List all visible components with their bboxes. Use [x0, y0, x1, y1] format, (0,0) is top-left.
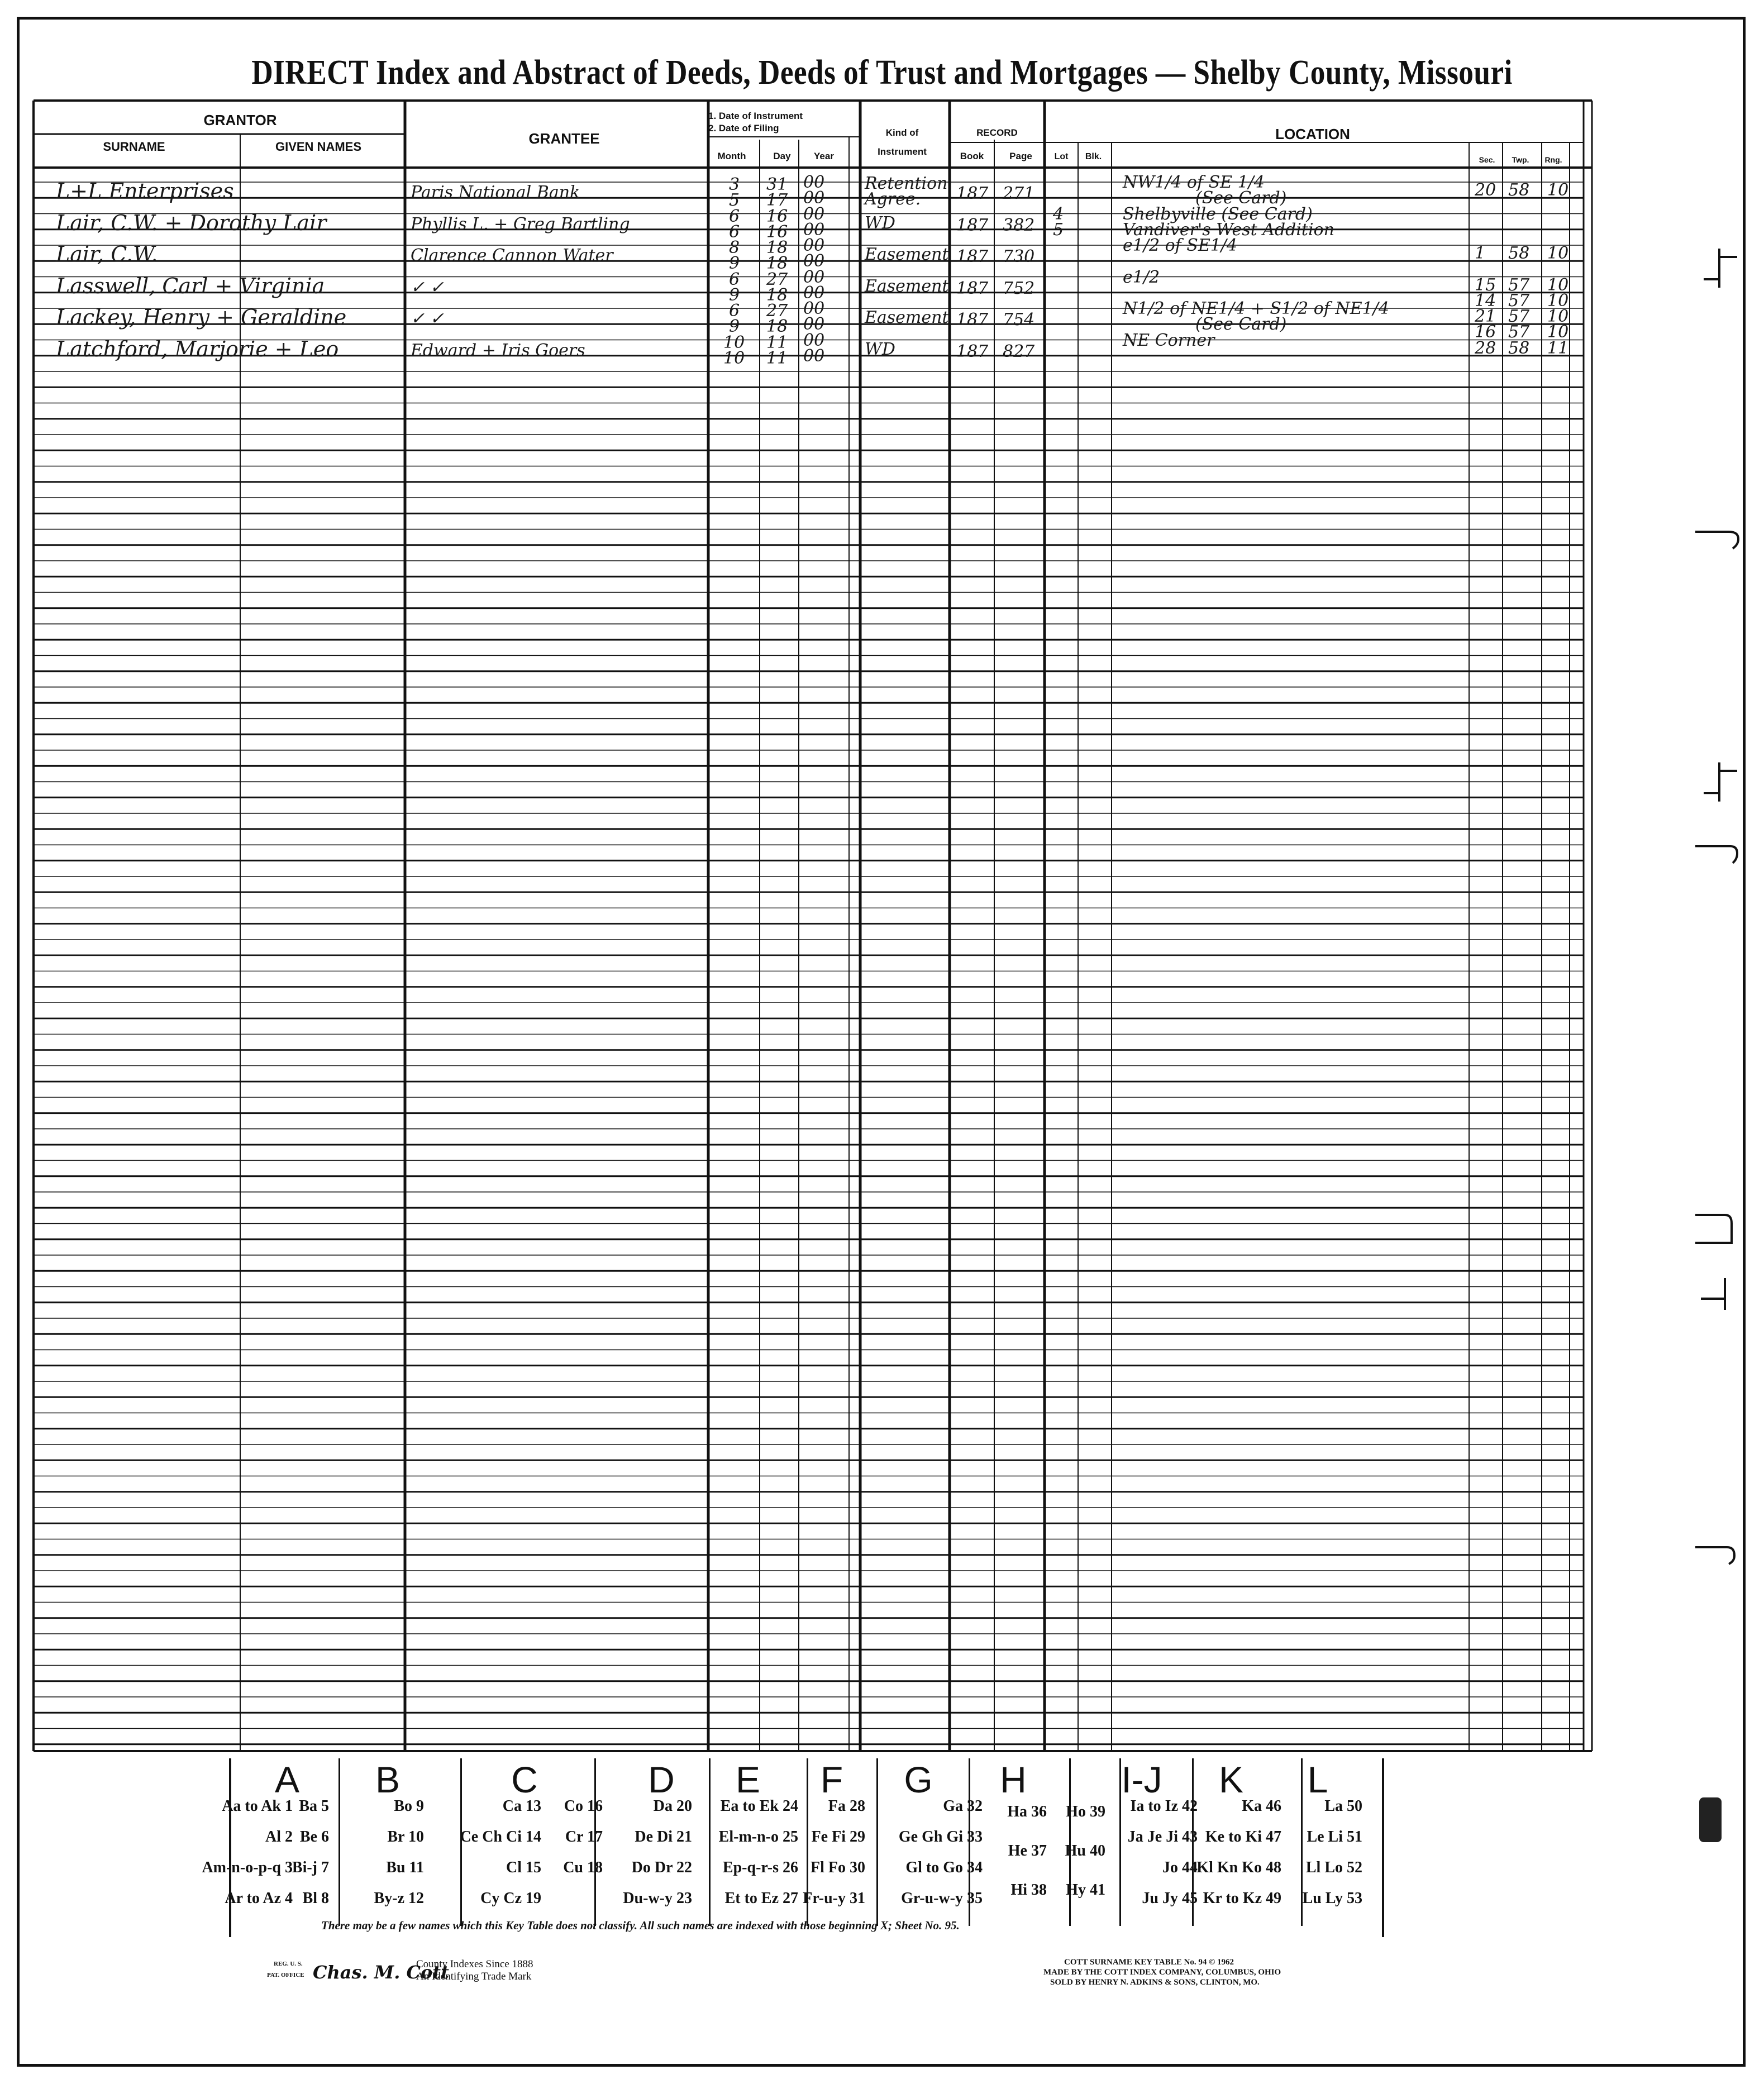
day-value: 18	[766, 317, 788, 336]
twp-header: Twp.	[1512, 155, 1529, 164]
location-text: (See Card)	[1195, 188, 1287, 208]
book-header: Book	[960, 151, 984, 161]
location-text: e1/2	[1123, 267, 1160, 287]
key-divider	[1301, 1758, 1303, 1926]
township-value: 57	[1508, 322, 1530, 342]
range-value: 10	[1547, 275, 1569, 295]
township-value: 57	[1508, 275, 1530, 295]
book-value: 187	[956, 310, 989, 330]
kind-header: Kind of	[885, 127, 919, 138]
key-entry: Bu 11	[386, 1859, 424, 1876]
lot-value: 4	[1053, 204, 1064, 224]
month-value: 10	[723, 332, 745, 352]
given-names-header: GIVEN NAMES	[275, 140, 362, 154]
page-value: 752	[1003, 278, 1035, 298]
key-entry: De Di 21	[635, 1828, 692, 1845]
key-entry: Ka 46	[1242, 1797, 1281, 1815]
footer-right-1: COTT SURNAME KEY TABLE No. 94 © 1962	[1064, 1958, 1234, 1967]
key-letter: I-J	[1121, 1759, 1162, 1800]
day-value: 18	[766, 238, 788, 257]
township-value: 58	[1508, 338, 1530, 358]
key-entry: He 37	[1008, 1842, 1047, 1859]
day-value: 16	[766, 206, 788, 226]
key-entry: Ep-q-r-s 26	[722, 1859, 798, 1876]
key-entry: Am-n-o-p-q 3	[202, 1859, 293, 1876]
township-value: 57	[1508, 307, 1530, 326]
page-value: 827	[1003, 341, 1035, 361]
key-entry: Br 10	[387, 1828, 424, 1845]
month-value: 6	[729, 222, 740, 242]
month-value: 8	[729, 238, 740, 257]
key-entry: Jo 44	[1162, 1859, 1198, 1876]
township-value: 58	[1508, 244, 1530, 263]
key-letter: L	[1307, 1759, 1328, 1800]
day-value: 16	[766, 222, 788, 242]
month-value: 10	[723, 348, 745, 368]
instrument-kind: WD	[865, 213, 895, 233]
key-divider	[807, 1758, 808, 1926]
year-value: 00	[803, 251, 825, 271]
key-entry: Al 2	[265, 1828, 293, 1845]
key-entry: Ha 36	[1007, 1803, 1047, 1820]
range-value: 10	[1547, 322, 1569, 342]
range-value: 10	[1547, 180, 1569, 200]
month-value: 6	[729, 301, 740, 321]
key-divider	[460, 1758, 462, 1926]
footer-signature: Chas. M. Cott	[313, 1962, 449, 1983]
rng-header: Rng.	[1544, 155, 1562, 164]
month-value: 9	[729, 254, 740, 273]
year-value: 00	[803, 236, 825, 255]
grantor-name: Lair, C.W. + Dorothy Lair	[56, 210, 327, 235]
location-text: Vandiver's West Addition	[1123, 220, 1334, 240]
key-entry: Ce Ch Ci 14	[460, 1828, 541, 1845]
key-letter: E	[735, 1759, 761, 1800]
year-value: 00	[803, 267, 825, 287]
key-divider	[1192, 1758, 1194, 1926]
key-entry: Lu Ly 53	[1302, 1890, 1362, 1907]
footer-reg: REG. U. S.	[274, 1961, 303, 1967]
key-entry: Be 6	[299, 1828, 329, 1845]
key-entry: Bi-j 7	[292, 1859, 329, 1876]
grantee-name: Paris National Bank	[411, 183, 580, 202]
key-entry: Ca 13	[502, 1797, 541, 1815]
year-header: Year	[814, 151, 834, 161]
page-value: 754	[1003, 310, 1035, 330]
grantor-name: L+L Enterprises	[56, 179, 234, 203]
key-letter: B	[375, 1759, 401, 1800]
key-letter: A	[274, 1759, 300, 1800]
book-value: 187	[956, 247, 989, 266]
key-entry: Cu 18	[563, 1859, 603, 1876]
surname-key-table	[202, 1758, 1384, 1937]
key-letter: F	[820, 1759, 843, 1800]
day-value: 18	[766, 254, 788, 273]
key-entry: Ju Jy 45	[1142, 1890, 1198, 1907]
section-value: 14	[1475, 290, 1496, 311]
month-value: 6	[729, 269, 740, 289]
key-letter: C	[511, 1759, 538, 1800]
key-entry: Ho 39	[1066, 1803, 1105, 1820]
key-entry: Kr to Kz 49	[1203, 1890, 1281, 1907]
section-value: 21	[1475, 307, 1496, 326]
key-entry: Hy 41	[1066, 1881, 1105, 1899]
grantee-name: Phyllis L. + Greg Bartling	[411, 214, 630, 234]
key-entry: Co 16	[564, 1797, 603, 1815]
key-divider	[1069, 1758, 1071, 1926]
margin-tab-marks	[1693, 223, 1754, 1592]
key-entry: Fe Fi 29	[811, 1828, 865, 1845]
day-value: 11	[766, 332, 788, 352]
key-entry: Kl Kn Ko 48	[1196, 1859, 1281, 1876]
key-entry: La 50	[1324, 1797, 1362, 1815]
section-value: 28	[1475, 338, 1496, 358]
key-divider	[709, 1758, 711, 1926]
key-table-note: There may be a few names which this Key Table does not classify. All such names are indexed with those beginning X; Sheet No. 95.	[321, 1919, 960, 1932]
key-divider	[339, 1758, 340, 1926]
key-entry: Du-w-y 23	[623, 1890, 692, 1907]
month-value: 9	[729, 285, 740, 305]
year-value: 00	[803, 204, 825, 224]
key-entry: Bo 9	[394, 1797, 424, 1815]
grantor-name: Lair, C.W.	[56, 242, 158, 266]
blk-value: 5	[1053, 220, 1064, 240]
key-divider	[594, 1758, 596, 1926]
year-value: 00	[803, 346, 825, 366]
grantor-header: GRANTOR	[203, 112, 277, 128]
record-header: RECORD	[976, 127, 1018, 138]
day-value: 17	[766, 190, 788, 210]
year-value: 00	[803, 299, 825, 318]
key-entry: Fl Fo 30	[811, 1859, 865, 1876]
grantee-name: Edward + Iris Goers	[411, 340, 585, 360]
section-value: 20	[1475, 180, 1496, 200]
instrument-kind: WD	[865, 339, 895, 359]
key-entry: Ba 5	[299, 1797, 329, 1815]
key-divider	[969, 1758, 970, 1926]
year-value: 00	[803, 330, 825, 350]
day-header: Day	[773, 151, 791, 161]
book-value: 187	[956, 215, 989, 235]
year-value: 00	[803, 283, 825, 303]
location-text: N1/2 of NE1/4 + S1/2 of NE1/4	[1123, 299, 1389, 318]
instrument-kind: Agree.	[865, 189, 921, 209]
page-title: DIRECT Index and Abstract of Deeds, Deeds of Trust and Mortgages — Shelby County, Missouri	[251, 54, 1513, 92]
instrument-kind: Easement	[865, 308, 949, 327]
key-entry: Hi 38	[1010, 1881, 1047, 1899]
location-text: (See Card)	[1195, 314, 1287, 334]
black-index-tab	[1699, 1797, 1722, 1842]
key-entry: Hu 40	[1065, 1842, 1105, 1859]
range-value: 10	[1547, 244, 1569, 263]
key-entry: Bl 8	[302, 1890, 329, 1907]
key-entry: Le Li 51	[1307, 1828, 1362, 1845]
book-value: 187	[956, 184, 989, 203]
location-text: NE Corner	[1123, 330, 1215, 350]
key-entry: Ia to Iz 42	[1130, 1797, 1198, 1815]
footer-since: County Indexes Since 1888	[416, 1958, 533, 1970]
section-value: 16	[1475, 322, 1496, 342]
key-entry: Fr-u-y 31	[803, 1890, 865, 1907]
instrument-header: Instrument	[878, 146, 927, 157]
year-value: 00	[803, 314, 825, 334]
key-entry: Cr 17	[565, 1828, 603, 1845]
footer-right-3: SOLD BY HENRY N. ADKINS & SONS, CLINTON, MO.	[1050, 1978, 1260, 1987]
grantee-name: ✓ ✓	[411, 277, 444, 297]
location-text: e1/2 of SE1/4	[1123, 236, 1238, 255]
page-value: 730	[1003, 247, 1035, 266]
key-letter: K	[1218, 1759, 1244, 1800]
day-value: 18	[766, 285, 788, 305]
location-header: LOCATION	[1275, 126, 1350, 142]
instrument-kind: Easement	[865, 245, 949, 264]
instrument-kind: Easement	[865, 276, 949, 296]
grantee-name: ✓ ✓	[411, 309, 444, 328]
footer-pat: PAT. OFFICE	[267, 1972, 304, 1978]
key-entry: Do Dr 22	[631, 1859, 692, 1876]
day-value: 11	[766, 348, 788, 368]
month-value: 3	[729, 175, 740, 194]
sec-header: Sec.	[1479, 155, 1495, 164]
grantor-name: Latchford, Marjorie + Leo	[56, 336, 339, 361]
key-entry: Fa 28	[828, 1797, 865, 1815]
month-value: 6	[729, 206, 740, 226]
key-divider	[1119, 1758, 1121, 1926]
grantor-name: Lackey, Henry + Geraldine	[56, 305, 347, 330]
book-value: 187	[956, 278, 989, 298]
month-header: Month	[717, 151, 746, 161]
grantee-name: Clarence Cannon Water	[411, 246, 613, 265]
key-letter: H	[1000, 1759, 1027, 1800]
date-instrument-header: 1. Date of Instrument	[708, 111, 803, 121]
key-entry: El-m-n-o 25	[718, 1828, 798, 1845]
grantor-name: Lasswell, Carl + Virginia	[56, 273, 325, 298]
key-entry: Ll Lo 52	[1305, 1859, 1362, 1876]
key-entry: Ga 32	[943, 1797, 983, 1815]
date-filing-header: 2. Date of Filing	[708, 123, 779, 133]
key-letter: D	[648, 1759, 675, 1800]
page-value: 271	[1003, 184, 1035, 203]
year-value: 00	[803, 188, 825, 208]
range-value: 11	[1547, 338, 1569, 358]
blk-header: Blk.	[1085, 152, 1102, 161]
range-value: 10	[1547, 307, 1569, 326]
key-divider	[876, 1758, 878, 1926]
grantee-header: GRANTEE	[528, 130, 600, 147]
key-entry: Et to Ez 27	[724, 1890, 798, 1907]
footer-trademark: An Identifying Trade Mark	[416, 1971, 532, 1982]
key-letter: G	[904, 1759, 933, 1800]
township-value: 58	[1508, 180, 1530, 200]
footer-right-2: MADE BY THE COTT INDEX COMPANY, COLUMBUS, OHIO	[1043, 1968, 1281, 1977]
key-entry: By-z 12	[374, 1890, 424, 1907]
day-value: 31	[766, 175, 788, 194]
surname-header: SURNAME	[103, 140, 165, 154]
location-text: Shelbyville (See Card)	[1123, 204, 1313, 224]
range-value: 10	[1547, 290, 1569, 311]
book-value: 187	[956, 341, 989, 361]
month-value: 9	[729, 317, 740, 336]
section-value: 15	[1475, 275, 1496, 295]
month-value: 5	[729, 190, 740, 210]
day-value: 27	[766, 269, 788, 289]
key-entry: Da 20	[653, 1797, 692, 1815]
key-entry: Cy Cz 19	[480, 1890, 541, 1907]
page-value: 382	[1003, 215, 1035, 235]
key-entry: Gr-u-w-y 35	[901, 1890, 983, 1907]
section-value: 1	[1475, 244, 1486, 263]
day-value: 27	[766, 301, 788, 321]
key-entry: Gl to Go 34	[905, 1859, 983, 1876]
location-text: NW1/4 of SE 1/4	[1123, 173, 1265, 192]
page-header: Page	[1009, 151, 1032, 161]
year-value: 00	[803, 173, 825, 192]
lot-header: Lot	[1054, 152, 1069, 161]
key-entry: Cl 15	[506, 1859, 541, 1876]
key-entry: Ke to Ki 47	[1205, 1828, 1281, 1845]
key-entry: Ea to Ek 24	[720, 1797, 798, 1815]
year-value: 00	[803, 220, 825, 240]
key-entry: Ar to Az 4	[225, 1890, 293, 1907]
key-entry: Ge Gh Gi 33	[898, 1828, 983, 1845]
key-entry: Ja Je Ji 43	[1127, 1828, 1198, 1845]
township-value: 57	[1508, 290, 1530, 311]
key-entry: Aa to Ak 1	[222, 1797, 293, 1815]
instrument-kind: Retention	[865, 174, 948, 193]
